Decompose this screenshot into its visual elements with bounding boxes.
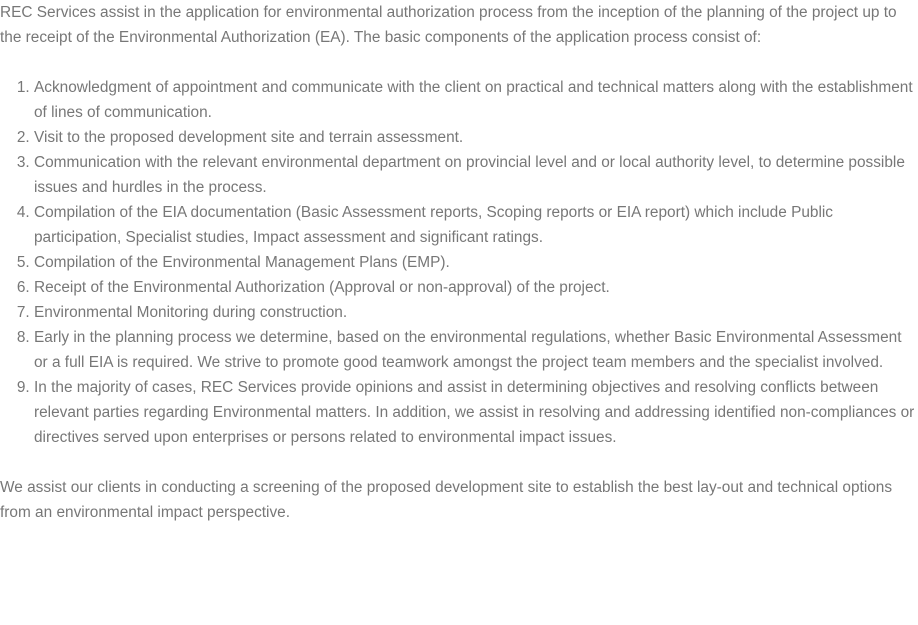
list-item: 6. Receipt of the Environmental Authorization (Approval or non-approval) of the project. [34,275,918,300]
list-item: 3. Communication with the relevant environmental department on provincial level and or local authority level, to determine possible issues and hurdles in the process. [34,150,918,200]
closing-paragraph: We assist our clients in conducting a screening of the proposed development site to establish the best lay-out and technical options from an environmental impact perspective. [0,479,893,521]
list-item: 4. Compilation of the EIA documentation (Basic Assessment reports, Scoping reports or EIA report) which include Public participation, Specialist studies, Impact assessment and significant ratings. [34,200,918,250]
intro-paragraph: REC Services assist in the application for environmental authorization process from the inception of the planning of the project up to the receipt of the Environmental Authorization (EA). The basic components of the application process consist of: [0,4,897,46]
list-item: 8. Early in the planning process we determine, based on the environmental regulations, whether Basic Environmental Assessment or a full EIA is required. We strive to promote good teamwork amongst the project team members and the specialist involved. [34,325,918,375]
list-item: 7. Environmental Monitoring during construction. [34,300,918,325]
list-item: 5. Compilation of the Environmental Management Plans (EMP). [34,250,918,275]
list-item: 9. In the majority of cases, REC Services provide opinions and assist in determining objectives and resolving conflicts between relevant parties regarding Environmental matters. In addition, we assist in resolving and addressing identified non-compliances or directives served upon enterprises or persons related to environmental impact issues. [34,375,918,450]
list-item: 2. Visit to the proposed development site and terrain assessment. [34,125,918,150]
list-item: 1. Acknowledgment of appointment and communicate with the client on practical and technical matters along with the establishment of lines of communication. [34,75,918,125]
process-steps-list [0,75,918,450]
